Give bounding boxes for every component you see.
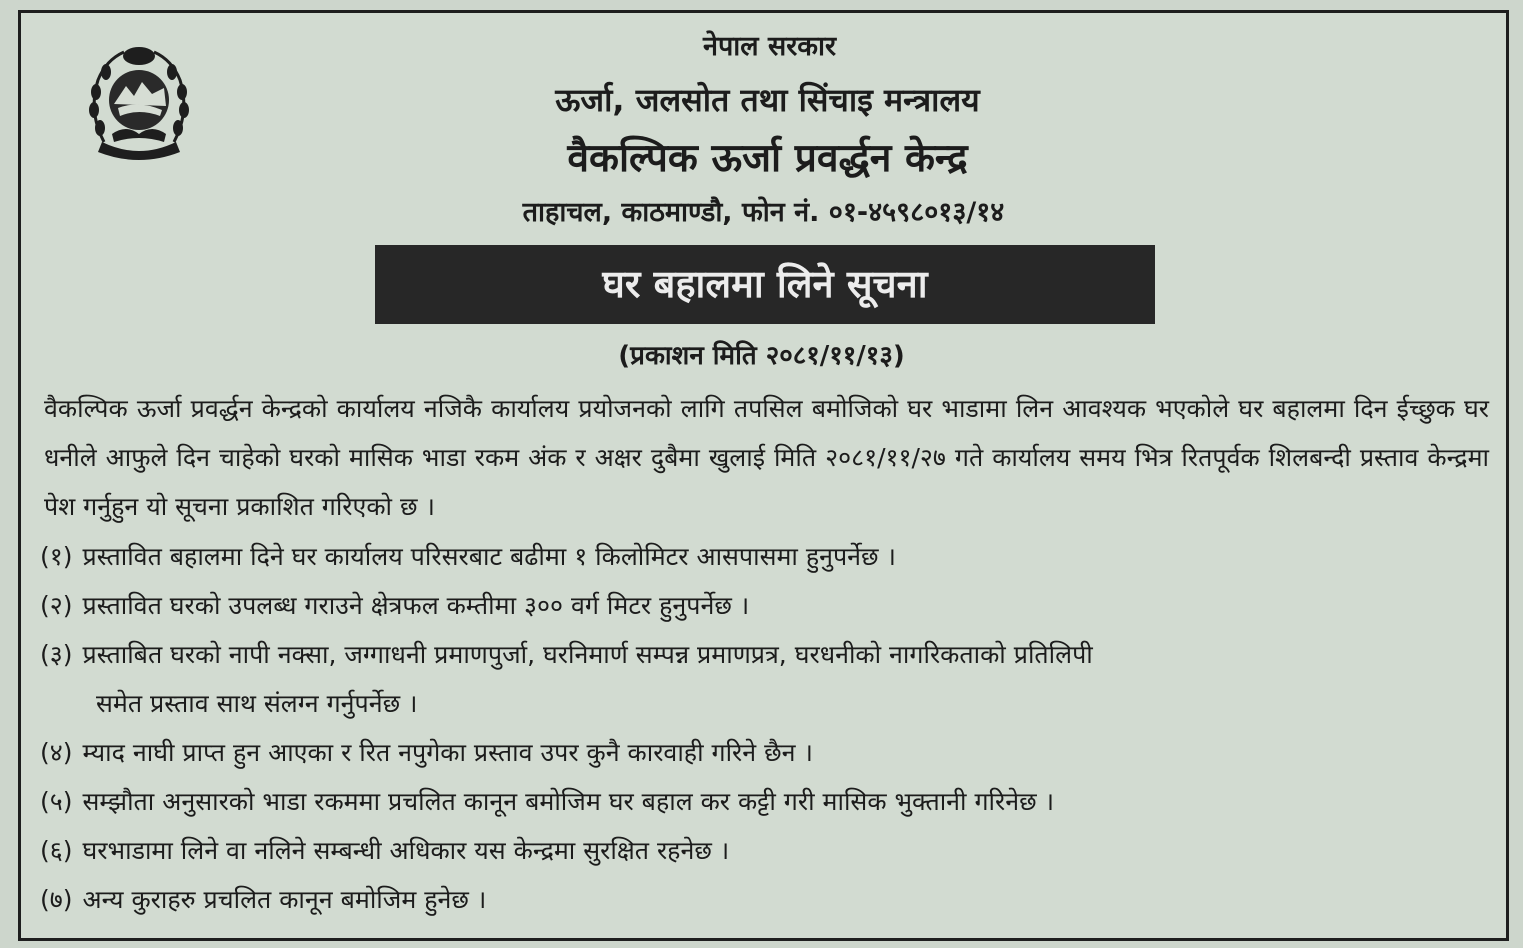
- item-number: (३): [40, 640, 73, 669]
- list-item: [40, 581, 1488, 630]
- item-number: (२): [40, 591, 73, 620]
- centre-address: ताहाचल, काठमाण्डौ, फोन नं. ०१-४५९८०१३/१४: [522, 197, 1005, 228]
- item-text: प्रस्तावित बहालमा दिने घर कार्यालय परिसरबाट बढीमा १ किलोमिटर आसपासमा हुनुपर्नेछ ।: [82, 542, 897, 571]
- ministry-name: ऊर्जा, जलसोत तथा सिंचाइ मन्त्रालय: [555, 81, 980, 119]
- centre-name: वैकल्पिक ऊर्जा प्रवर्द्धन केन्द्र: [567, 136, 968, 181]
- item-text-continued: समेत प्रस्ताव साथ संलग्न गर्नुपर्नेछ ।: [96, 689, 418, 718]
- publication-date: (प्रकाशन मिति २०८१/११/१३): [618, 341, 905, 371]
- government-name: नेपाल सरकार: [702, 31, 837, 62]
- item-text: प्रस्तावित घरको उपलब्ध गराउने क्षेत्रफल कम्तीमा ३०० वर्ग मिटर हुनुपर्नेछ ।: [82, 591, 750, 620]
- list-item: [40, 532, 1488, 581]
- item-text: प्रस्ताबित घरको नापी नक्सा, जग्गाधनी प्रमाणपुर्जा, घरनिमार्ण सम्पन्न प्रमाणप्रत्र, घरधनीको नागरिकताको प्रतिलिपी: [82, 640, 1093, 669]
- item-text: सम्झौता अनुसारको भाडा रकममा प्रचलित कानून बमोजिम घर बहाल कर कट्टी गरी मासिक भुक्तानी गरिनेछ ।: [82, 787, 1055, 816]
- notice-intro: वैकल्पिक ऊर्जा प्रवर्द्धन केन्द्रको कार्यालय नजिकै कार्यालय प्रयोजनको लागि तपसिल बमोजिको घर भाडामा लिन आवश्यक भएकोले घर बहालमा दिन ईच्छुक घर धनीले आफुले दिन चाहेको घरको मासिक भाडा रकम अंक र अक्षर दुबैमा खुलाई मिति २०८१/११/२७ गते कार्यालय समय भित्र रितपूर्वक शिलबन्दी प्रस्ताव केन्द्रमा पेश गर्नुहुन यो सूचना प्रकाशित गरिएको छ ।: [44, 394, 1489, 521]
- list-item: [40, 826, 1488, 875]
- item-number: (१): [40, 542, 73, 571]
- item-text: म्याद नाघी प्राप्त हुन आएका र रित नपुगेका प्रस्ताव उपर कुनै कारवाही गरिने छैन ।: [82, 738, 813, 767]
- item-text: घरभाडामा लिने वा नलिने सम्बन्धी अधिकार यस केन्द्रमा सुरक्षित रहनेछ ।: [82, 836, 730, 865]
- list-item: [40, 630, 1488, 728]
- item-number: (६): [40, 836, 73, 865]
- item-text: अन्य कुराहरु प्रचलित कानून बमोजिम हुनेछ ।: [82, 885, 487, 914]
- list-item: [40, 777, 1488, 826]
- item-number: (४): [40, 738, 73, 767]
- notice-title: घर बहालमा लिने सूचना: [375, 245, 1155, 324]
- item-number: (७): [40, 885, 73, 914]
- list-item: [40, 875, 1488, 924]
- item-number: (५): [40, 787, 73, 816]
- list-item: [40, 728, 1488, 777]
